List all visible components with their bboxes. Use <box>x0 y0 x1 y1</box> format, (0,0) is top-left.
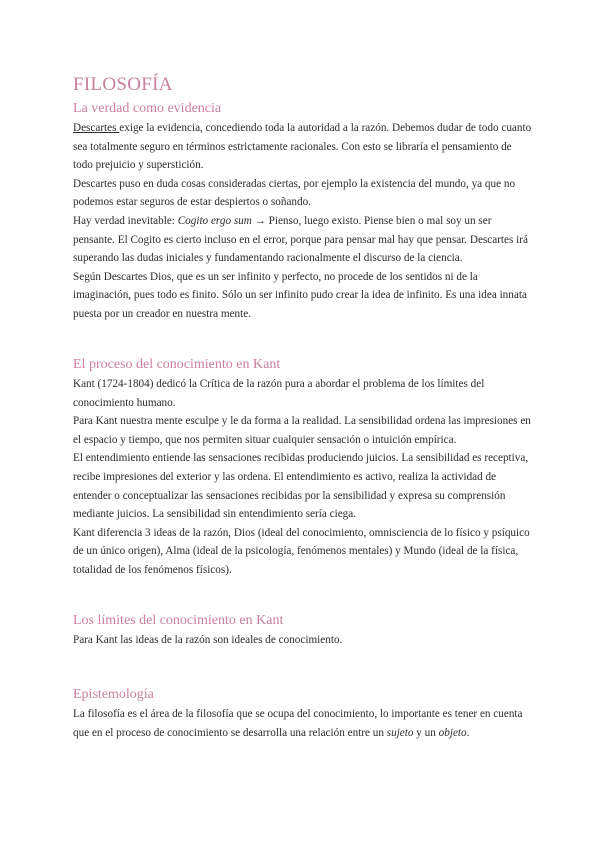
section-heading: Epistemología <box>73 687 154 702</box>
section-proceso-kant <box>73 357 533 580</box>
paragraph: Hay verdad inevitable: Cogito ergo sum → Pienso, luego existo. Piense bien o mal soy un ser pensante. El Cogito es cierto incluso en el error, porque para pensar mal hay que pensar. Descartes irá superando las dudas iniciales y fundamentando racionalmente el discurso de la ciencia. <box>73 214 528 265</box>
paragraph: Para Kant las ideas de la razón son ideales de conocimiento. <box>73 634 343 646</box>
paragraph: Kant (1724-1804) dedicó la Crítica de la razón pura a abordar el problema de los límites del conocimiento humano. <box>73 378 485 409</box>
paragraph: Según Descartes Dios, que es un ser infinito y perfecto, no procede de los sentidos ni de la imaginación, pues todo es finito. Sólo un ser infinito pudo crear la idea de infinito. Es una idea innata puesta por un creador en nuestra mente. <box>73 270 527 320</box>
section-heading: La verdad como evidencia <box>73 101 222 116</box>
descartes-link[interactable]: Descartes <box>73 122 120 134</box>
cogito-italic: Cogito ergo sum <box>177 214 252 227</box>
section-epistemologia <box>73 687 533 742</box>
paragraph: Para Kant nuestra mente esculpe y le da forma a la realidad. La sensibilidad ordena las impresiones en el espacio y tiempo, que nos permiten situar cualquier sensación o intuición empírica. <box>73 415 531 446</box>
section-heading: El proceso del conocimiento en Kant <box>73 357 281 372</box>
paragraph: La filosofía es el área de la filosofía que se ocupa del conocimiento, lo importante es tener en cuenta que en el proceso de conocimiento se desarrolla una relación entre un sujeto y un objeto. <box>73 708 523 739</box>
section-limites-kant <box>73 613 533 650</box>
paragraph: Kant diferencia 3 ideas de la razón, Dios (ideal del conocimiento, omnisciencia de lo físico y psíquico de un único origen), Alma (ideal de la psicología, fenómenos mentales) y Mundo (ideal de la física, totalidad de los fenómenos físicos). <box>73 526 530 576</box>
paragraph: El entendimiento entiende las sensaciones recibidas produciendo juicios. La sensibilidad es receptiva, recibe impresiones del exterior y las ordena. El entendimiento es activo, realiza la actividad de entender o conceptualizar las sensaciones recibidas por la sensibilidad y expresa su comprensión mediante juicios. La sensibilidad sin entendimiento sería ciega. <box>73 452 529 521</box>
objeto-italic: objeto <box>438 726 467 739</box>
title-block <box>73 74 533 96</box>
section-verdad-evidencia <box>73 101 533 324</box>
section-heading: Los límites del conocimiento en Kant <box>73 613 284 628</box>
paragraph: Descartes exige la evidencia, concediendo toda la autoridad a la razón. Debemos dudar de todo cuanto sea totalmente seguro en términos estrictamente racionales. Con esto se libraría el pensamiento de todo prejuicio y superstición. <box>73 122 532 172</box>
sujeto-italic: sujeto <box>386 726 414 739</box>
paragraph: Descartes puso en duda cosas consideradas ciertas, por ejemplo la existencia del mundo, ya que no podemos estar seguros de estar despiertos o soñando. <box>73 177 516 209</box>
page-title: FILOSOFÍA <box>73 74 173 95</box>
